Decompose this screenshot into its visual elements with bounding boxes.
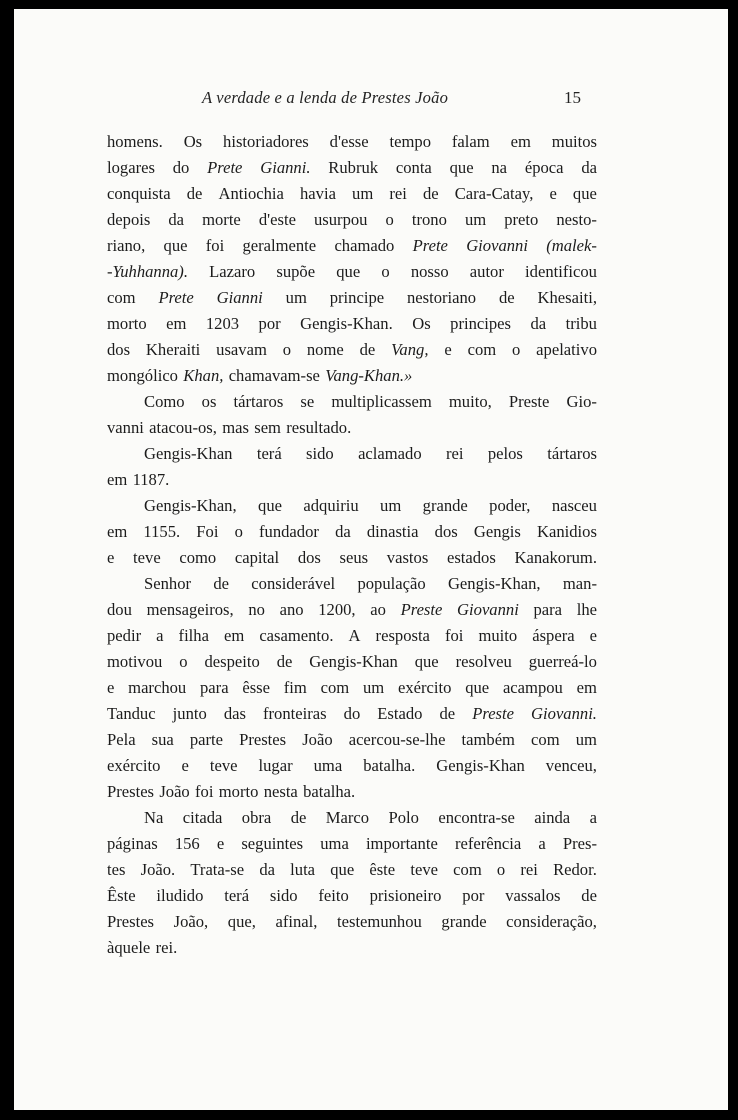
text-line <box>107 675 597 701</box>
word: das <box>223 704 246 723</box>
word: foi <box>205 236 225 255</box>
word: de <box>439 704 456 723</box>
word: que <box>336 262 361 281</box>
word: exército <box>397 678 452 697</box>
word: tártaros <box>233 392 284 411</box>
word: consideração, <box>506 912 597 931</box>
word: havia <box>300 184 336 203</box>
word: com <box>453 860 482 879</box>
italic-word: Preste <box>472 704 514 723</box>
text-line <box>107 753 597 779</box>
word: que <box>414 652 439 671</box>
italic-word: Gianni. <box>260 158 311 177</box>
word: ano <box>279 600 304 619</box>
word: àquele <box>107 938 151 957</box>
word: sido <box>306 444 334 463</box>
word: usurpou <box>314 210 368 229</box>
word: foi <box>444 626 464 645</box>
word: nasceu <box>551 496 597 515</box>
word: dos <box>107 340 131 359</box>
italic-word: -Yuhhanna). <box>107 262 188 281</box>
word: com <box>107 288 136 307</box>
word: terá <box>224 886 250 905</box>
word: batalha. <box>303 782 356 801</box>
word: apelativo <box>536 340 597 359</box>
italic-word: Prete <box>207 158 243 177</box>
word: parte <box>189 730 224 749</box>
word: como <box>179 548 217 567</box>
word: com <box>531 730 560 749</box>
word: para <box>533 600 563 619</box>
word: Marco <box>325 808 370 827</box>
word: nesto- <box>556 210 597 229</box>
word: muitos <box>551 132 597 151</box>
word: afinal, <box>275 912 318 931</box>
word: Kheraiti <box>145 340 201 359</box>
word: foi <box>195 782 214 801</box>
word: que <box>330 860 355 879</box>
word: que <box>258 496 282 515</box>
word: nesta <box>263 782 298 801</box>
text-line <box>107 129 597 155</box>
word: nome <box>306 340 344 359</box>
word: A <box>348 626 361 645</box>
text-line <box>107 779 597 805</box>
word: no <box>248 600 265 619</box>
word: que <box>163 236 188 255</box>
word: um <box>362 678 385 697</box>
word: conta <box>395 158 432 177</box>
word: prisioneiro <box>369 886 442 905</box>
word: Pela <box>107 730 136 749</box>
word: rei <box>445 444 464 463</box>
word: 1200, <box>318 600 356 619</box>
word: êste <box>369 860 396 879</box>
word: acercou-se-lhe <box>348 730 446 749</box>
text-line <box>107 337 597 363</box>
word: principe <box>329 288 385 307</box>
text-line <box>107 597 597 623</box>
text-line <box>107 519 597 545</box>
word: mongólico <box>107 366 178 385</box>
word: muito, <box>448 392 492 411</box>
word: de <box>290 808 307 827</box>
word: Khesaiti, <box>537 288 597 307</box>
word: Êste <box>107 886 136 905</box>
word: sem <box>254 418 281 437</box>
word: Gengis-Khan <box>144 444 233 463</box>
text-line <box>107 935 597 961</box>
word: marchou <box>128 678 187 697</box>
word: do <box>172 158 190 177</box>
text-line <box>107 909 597 935</box>
word: tes <box>107 860 126 879</box>
word: o <box>179 652 188 671</box>
word: batalha. <box>363 756 416 775</box>
word: resultado. <box>286 418 352 437</box>
word: Polo <box>388 808 419 827</box>
italic-word: Giovanni. <box>531 704 597 723</box>
text-line <box>107 883 597 909</box>
word: citada <box>182 808 223 827</box>
word: teve <box>133 548 161 567</box>
word: pedir <box>107 626 142 645</box>
word: poder, <box>489 496 531 515</box>
word: para <box>200 678 229 697</box>
word: considerável <box>251 574 336 593</box>
word: de <box>422 184 439 203</box>
word: um <box>380 496 402 515</box>
word: Lazaro <box>209 262 256 281</box>
word: os <box>201 392 217 411</box>
text-line <box>107 233 597 259</box>
word: luta <box>290 860 316 879</box>
word: a <box>156 626 164 645</box>
italic-word: Vang, <box>391 340 429 359</box>
word: dinastia <box>366 522 419 541</box>
word: Antiochia <box>218 184 284 203</box>
word: ainda <box>534 808 571 827</box>
word: a <box>538 834 546 853</box>
word: Na <box>144 808 164 827</box>
word: com <box>467 340 497 359</box>
word: Prestes <box>107 782 155 801</box>
word: depois <box>107 210 151 229</box>
word: rei <box>520 860 538 879</box>
word: em <box>107 522 128 541</box>
word: lugar <box>258 756 293 775</box>
word: da <box>335 522 351 541</box>
word: Gengis <box>473 522 521 541</box>
word: da <box>168 210 185 229</box>
word: lhe <box>576 600 597 619</box>
word: do <box>343 704 361 723</box>
word: de <box>498 288 515 307</box>
word: êsse <box>242 678 270 697</box>
word: morto <box>218 782 259 801</box>
word: 1155. <box>143 522 181 541</box>
italic-word: Khan, <box>183 366 224 385</box>
text-line <box>107 415 597 441</box>
word: Pres- <box>562 834 597 853</box>
word: fronteiras <box>263 704 327 723</box>
word: supõe <box>276 262 316 281</box>
word: logares <box>107 158 155 177</box>
word: de <box>213 574 229 593</box>
word: e <box>216 834 225 853</box>
word: conquista <box>107 184 171 203</box>
word: Os <box>412 314 431 333</box>
word: João. <box>140 860 176 879</box>
word: mensageiros, <box>146 600 234 619</box>
word: atacou-os, <box>149 418 217 437</box>
book-page <box>14 9 728 1110</box>
word: autor <box>469 262 504 281</box>
text-line <box>107 467 597 493</box>
word: terá <box>256 444 282 463</box>
word: teve <box>209 756 238 775</box>
text-line <box>107 389 597 415</box>
word: Preste <box>508 392 550 411</box>
word: dos <box>434 522 458 541</box>
text-line <box>107 285 597 311</box>
word: da <box>530 314 547 333</box>
word: Tanduc <box>107 704 156 723</box>
word: referência <box>454 834 522 853</box>
word: e <box>107 678 115 697</box>
word: de <box>276 652 293 671</box>
running-title: A verdade e a lenda de Prestes João <box>202 88 449 107</box>
word: feito <box>318 886 349 905</box>
word: de <box>581 886 597 905</box>
word: venceu, <box>545 756 597 775</box>
word: 1203 <box>205 314 240 333</box>
word: João <box>159 782 190 801</box>
word: vastos <box>386 548 429 567</box>
word: população <box>357 574 426 593</box>
word: filha <box>178 626 209 645</box>
word: vassalos <box>505 886 561 905</box>
word: Gengis-Khan <box>309 652 398 671</box>
word: ao <box>370 600 386 619</box>
word: e <box>444 340 452 359</box>
word: nosso <box>410 262 449 281</box>
italic-word: Prete <box>412 236 448 255</box>
word: o <box>234 522 243 541</box>
word: de <box>186 184 203 203</box>
word: e <box>181 756 189 775</box>
word: época <box>524 158 564 177</box>
word: em <box>224 626 245 645</box>
word: que <box>465 678 490 697</box>
word: por <box>258 314 281 333</box>
text-line <box>107 311 597 337</box>
word: resolveu <box>455 652 512 671</box>
word: em <box>166 314 187 333</box>
word: tempo <box>389 132 431 151</box>
text-line <box>107 155 597 181</box>
body-text <box>107 129 597 961</box>
text-line <box>107 831 597 857</box>
word: falam <box>451 132 490 151</box>
word: João, <box>173 912 209 931</box>
text-line <box>107 545 597 571</box>
word: riano, <box>107 236 146 255</box>
word: geralmente <box>242 236 317 255</box>
page-number: 15 <box>564 88 581 107</box>
word: chamado <box>334 236 395 255</box>
word: man- <box>562 574 597 593</box>
italic-word: Giovanni <box>457 600 519 619</box>
word: Foi <box>196 522 219 541</box>
word: junto <box>172 704 207 723</box>
word: João <box>302 730 333 749</box>
word: seguintes <box>241 834 304 853</box>
word: da <box>259 860 275 879</box>
italic-word: Preste <box>400 600 443 619</box>
word: rei. <box>155 938 178 957</box>
word: multiplicassem <box>331 392 432 411</box>
word: seus <box>339 548 369 567</box>
word: um <box>575 730 597 749</box>
word: e <box>589 626 597 645</box>
word: historiadores <box>223 132 309 151</box>
text-line <box>107 441 597 467</box>
text-line <box>107 805 597 831</box>
word: por <box>462 886 485 905</box>
word: motivou <box>107 652 163 671</box>
text-line <box>107 259 597 285</box>
text-line <box>107 701 597 727</box>
word: 156 <box>174 834 200 853</box>
word: Estado <box>377 704 423 723</box>
word: pelos <box>487 444 523 463</box>
word: e <box>549 184 557 203</box>
word: que <box>449 158 474 177</box>
italic-word: Vang-Khan.» <box>325 366 413 385</box>
word: em <box>576 678 597 697</box>
word: um <box>352 184 374 203</box>
word: fim <box>283 678 307 697</box>
word: grande <box>441 912 487 931</box>
word: adquiriu <box>303 496 359 515</box>
word: fundador <box>259 522 319 541</box>
word: Rubruk <box>328 158 379 177</box>
word: tribu <box>565 314 597 333</box>
italic-word: (malek- <box>546 236 597 255</box>
word: d'esse <box>329 132 369 151</box>
word: de <box>359 340 376 359</box>
word: principes <box>450 314 511 333</box>
word: testemunhou <box>337 912 422 931</box>
word: Gengis-Khan. <box>300 314 393 333</box>
word: casamento. <box>259 626 334 645</box>
word: sido <box>269 886 298 905</box>
text-line <box>107 363 597 389</box>
word: usavam <box>216 340 267 359</box>
word: Gengis-Khan, <box>144 496 237 515</box>
word: capital <box>234 548 280 567</box>
word: Kanidios <box>537 522 597 541</box>
word: um <box>285 288 307 307</box>
word: Prestes <box>239 730 287 749</box>
word: o <box>282 340 292 359</box>
word: acampou <box>502 678 563 697</box>
word: importante <box>365 834 438 853</box>
word: mas <box>222 418 249 437</box>
word: em <box>107 470 128 489</box>
word: o <box>512 340 521 359</box>
word: morto <box>107 314 147 333</box>
word: obra <box>241 808 272 827</box>
word: Trata-se <box>190 860 245 879</box>
word: Gio- <box>566 392 597 411</box>
word: também <box>461 730 515 749</box>
word: áspera <box>532 626 575 645</box>
word: grande <box>422 496 468 515</box>
word: páginas <box>107 834 158 853</box>
text-line <box>107 649 597 675</box>
italic-word: Giovanni <box>466 236 528 255</box>
text-line <box>107 207 597 233</box>
word: na <box>491 158 508 177</box>
word: uma <box>320 834 349 853</box>
word: o <box>496 860 506 879</box>
text-line <box>107 571 597 597</box>
word: d'este <box>258 210 296 229</box>
word: resposta <box>375 626 430 645</box>
word: aclamado <box>358 444 422 463</box>
word: vanni <box>107 418 144 437</box>
italic-word: Prete <box>158 288 194 307</box>
word: Redor. <box>553 860 597 879</box>
word: Prestes <box>107 912 155 931</box>
text-line <box>107 857 597 883</box>
word: estados <box>446 548 496 567</box>
word: em <box>510 132 531 151</box>
page-header <box>14 81 728 111</box>
word: muito <box>478 626 518 645</box>
text-line <box>107 493 597 519</box>
word: dou <box>107 600 132 619</box>
word: o <box>381 262 390 281</box>
text-line <box>107 623 597 649</box>
italic-word: Gianni <box>216 288 263 307</box>
word: guerreá-lo <box>528 652 597 671</box>
word: Gengis-Khan, <box>447 574 541 593</box>
word: iludido <box>156 886 204 905</box>
word: o <box>385 210 394 229</box>
word: despeito <box>204 652 260 671</box>
word: teve <box>410 860 438 879</box>
word: Os <box>183 132 203 151</box>
word: 1187. <box>132 470 170 489</box>
word: Gengis-Khan <box>436 756 525 775</box>
word: trono <box>411 210 447 229</box>
word: com <box>320 678 350 697</box>
word: rei <box>389 184 407 203</box>
word: uma <box>313 756 343 775</box>
word: a <box>589 808 597 827</box>
word: e <box>107 548 115 567</box>
word: sua <box>151 730 174 749</box>
word: Cara-Catay, <box>454 184 534 203</box>
word: chamavam-se <box>228 366 320 385</box>
word: Kanakorum. <box>514 548 597 567</box>
word: homens. <box>107 132 163 151</box>
word: Senhor <box>144 574 192 593</box>
word: preto <box>504 210 539 229</box>
text-line <box>107 727 597 753</box>
word: exército <box>107 756 161 775</box>
word: encontra-se <box>438 808 515 827</box>
word: nestoriano <box>406 288 477 307</box>
word: dos <box>297 548 321 567</box>
word: que <box>572 184 597 203</box>
word: Como <box>144 392 185 411</box>
word: da <box>581 158 597 177</box>
word: um <box>464 210 487 229</box>
word: se <box>300 392 315 411</box>
word: morte <box>202 210 241 229</box>
word: que, <box>227 912 256 931</box>
word: tártaros <box>547 444 597 463</box>
word: identificou <box>525 262 597 281</box>
text-line <box>107 181 597 207</box>
